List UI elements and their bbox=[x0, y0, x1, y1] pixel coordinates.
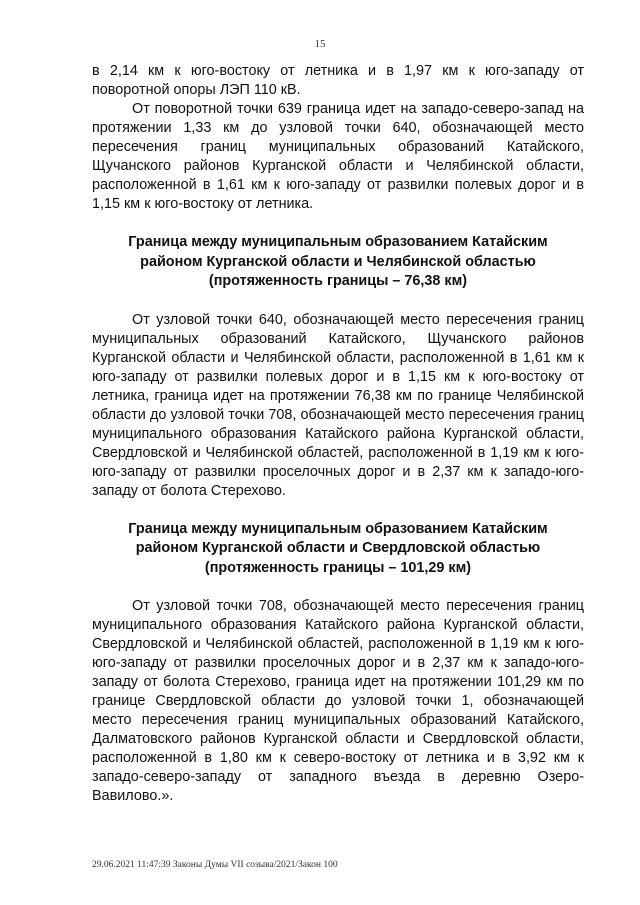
section1-paragraph: От узловой точки 640, обозначающей место пересечения границ муниципальных образований Катайского, Щучанского районов Курганской области и Челябинской области, расположенной в 1,61 км к юго-западу от развилки полевых дорог и в 1,15 км к юго-востоку от летника, граница идет на протяжении 76,38 км по границе Челябинской области до узловой точки 708, обозначающей место пересечения границ муниципального образования Катайского района Курганской области, Свердловской и Челябинской областей, расположенной в 1,19 км к юго-юго-западу от развилки проселочных дорог и в 2,37 км к западо-юго-западу от болота Стерехово. bbox=[92, 311, 584, 499]
continuation-paragraph: От поворотной точки 639 граница идет на западо-северо-запад на протяжении 1,33 км до узловой точки 640, обозначающей место пересечения границ муниципальных образований Катайского, Щучанского районов Курганской области и Челябинской области, расположенной в 1,61 км к юго-западу от развилки полевых дорог и в 1,15 км к юго-востоку от летника. bbox=[92, 101, 584, 212]
section2-paragraph: От узловой точки 708, обозначающей место пересечения границ муниципального образования Катайского района Курганской области, Свердловской и Челябинской областей, расположенной в 1,19 км к юго-юго-западу от развилки проселочных дорог и в 2,37 км к западо-юго-западу от болота Стерехово, граница идет на протяжении 101,29 км по границе Свердловской области до узловой точки 1, обозначающей место пересечения границ муниципальных образований Катайского, Далматовского районов Курганской области и Свердловской области, расположенной в 1,80 км к северо-востоку от летника и в 3,92 км к западо-северо-западу от западного въезда в деревню Озеро-Вавилово.». bbox=[92, 598, 584, 804]
page-number: 15 bbox=[314, 38, 326, 50]
section1-heading-line3: (протяженность границы – 76,38 км) bbox=[208, 273, 468, 289]
section2-heading-line1: Граница между муниципальным образованием Катайским bbox=[128, 520, 548, 537]
section2-heading-line2: районом Курганской области и Свердловской областью bbox=[135, 540, 541, 556]
section2-heading bbox=[92, 520, 584, 579]
continuation-line: в 2,14 км к юго-востоку от летника и в 1,97 км к юго-западу от поворотной опоры ЛЭП 110 кВ. bbox=[92, 63, 584, 98]
section1-heading bbox=[92, 233, 584, 292]
section1-heading-line1: Граница между муниципальным образованием Катайским bbox=[128, 234, 548, 250]
footer-stamp: 29.06.2021 11:47:39 Законы Думы VII созыва/2021/Закон 100 bbox=[92, 860, 338, 870]
section1-heading-line2: районом Курганской области и Челябинской областью bbox=[140, 253, 536, 270]
section2-heading-line3: (протяженность границы – 101,29 км) bbox=[204, 559, 472, 576]
document-body bbox=[92, 62, 584, 806]
